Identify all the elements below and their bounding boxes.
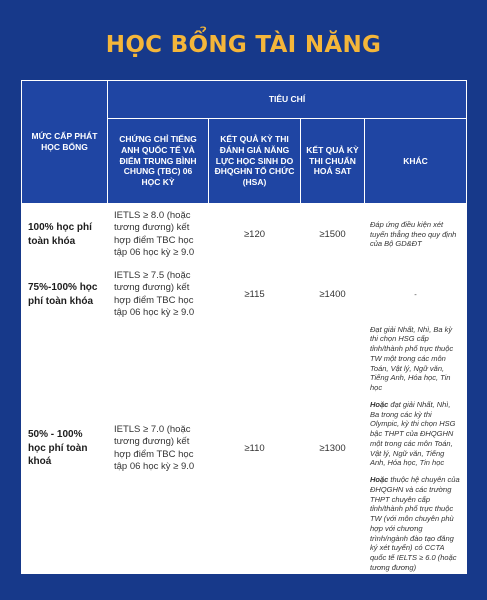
row-hsa: ≥110 <box>209 324 301 574</box>
row-level: 75%-100% học phí toàn khóa <box>22 266 108 324</box>
table-row <box>22 204 467 266</box>
row-hsa: ≥120 <box>209 204 301 266</box>
row-other: Đáp ứng điều kiện xét tuyển thẳng theo quy định của Bộ GD&ĐT <box>365 204 467 266</box>
row-sat: ≥1500 <box>301 204 365 266</box>
other-paragraph-1: Đạt giải Nhất, Nhì, Ba kỳ thi chọn HSG cấp tỉnh/thành phố trực thuộc TW một trong các môn Toán, Vật lý, Ngữ văn, Tiếng Anh, Hóa học, Tin học <box>370 324 454 392</box>
header-level: MỨC CẤP PHÁT HỌC BỔNG <box>22 81 108 204</box>
row-sat: ≥1400 <box>301 266 365 324</box>
row-hsa: ≥115 <box>209 266 301 324</box>
row-other: - <box>365 266 467 324</box>
header-ielts: CHỨNG CHỈ TIẾNG ANH QUỐC TẾ VÀ ĐIỂM TRUNG BÌNH CHUNG (TBC) 06 HỌC KỲ <box>108 119 209 204</box>
header-criteria: TIÊU CHÍ <box>108 81 467 119</box>
table-row <box>22 324 467 574</box>
header-hsa: KẾT QUẢ KỲ THI ĐÁNH GIÁ NĂNG LỰC HỌC SINH DO ĐHQGHN TỔ CHỨC (HSA) <box>209 119 301 204</box>
other-paragraph-2 <box>370 400 461 468</box>
row-other <box>365 324 467 574</box>
hoac-label: Hoặc <box>370 475 389 484</box>
other-text-3: thuộc hệ chuyên của ĐHQGHN và các trường THPT chuyên cấp tỉnh/thành phố trực thuộc TW (với môn chuyên phù hợp với chương trình/ngành đào tạo đăng ký xét tuyển) có CCTA quốc tế IELTS ≥ 6.0 (hoặc tương đương) <box>370 475 460 572</box>
row-ielts: IETLS ≥ 7.5 (hoặc tương đương) kết hợp điểm TBC học tập 06 học kỳ ≥ 9.0 <box>108 266 209 324</box>
row-ielts: IETLS ≥ 8.0 (hoặc tương đương) kết hợp điểm TBC học tập 06 học kỳ ≥ 9.0 <box>108 204 209 266</box>
hoac-label: Hoặc <box>370 399 389 409</box>
row-ielts: IETLS ≥ 7.0 (hoặc tương đương) kết hợp điểm TBC học tập 06 học kỳ ≥ 9.0 <box>108 324 209 574</box>
header-other: KHÁC <box>365 119 467 204</box>
page-title: HỌC BỔNG TÀI NĂNG <box>105 32 382 58</box>
row-level: 50% - 100% học phí toàn khoá <box>22 324 108 574</box>
row-sat: ≥1300 <box>301 324 365 574</box>
other-text-2: đạt giải Nhất, Nhì, Ba trong các kỳ thi Olympic, kỳ thi chọn HSG bậc THPT của ĐHQGHN một trong các môn Toán, Vật lý, Ngữ văn, Tiếng Anh, Hóa học, Tin học <box>370 399 456 468</box>
row-level: 100% học phí toàn khóa <box>22 204 108 266</box>
header-sat: KẾT QUẢ KỲ THI CHUẨN HOÁ SAT <box>301 119 365 204</box>
scholarship-table <box>21 80 467 574</box>
other-paragraph-3 <box>370 475 461 573</box>
table-row <box>22 266 467 324</box>
